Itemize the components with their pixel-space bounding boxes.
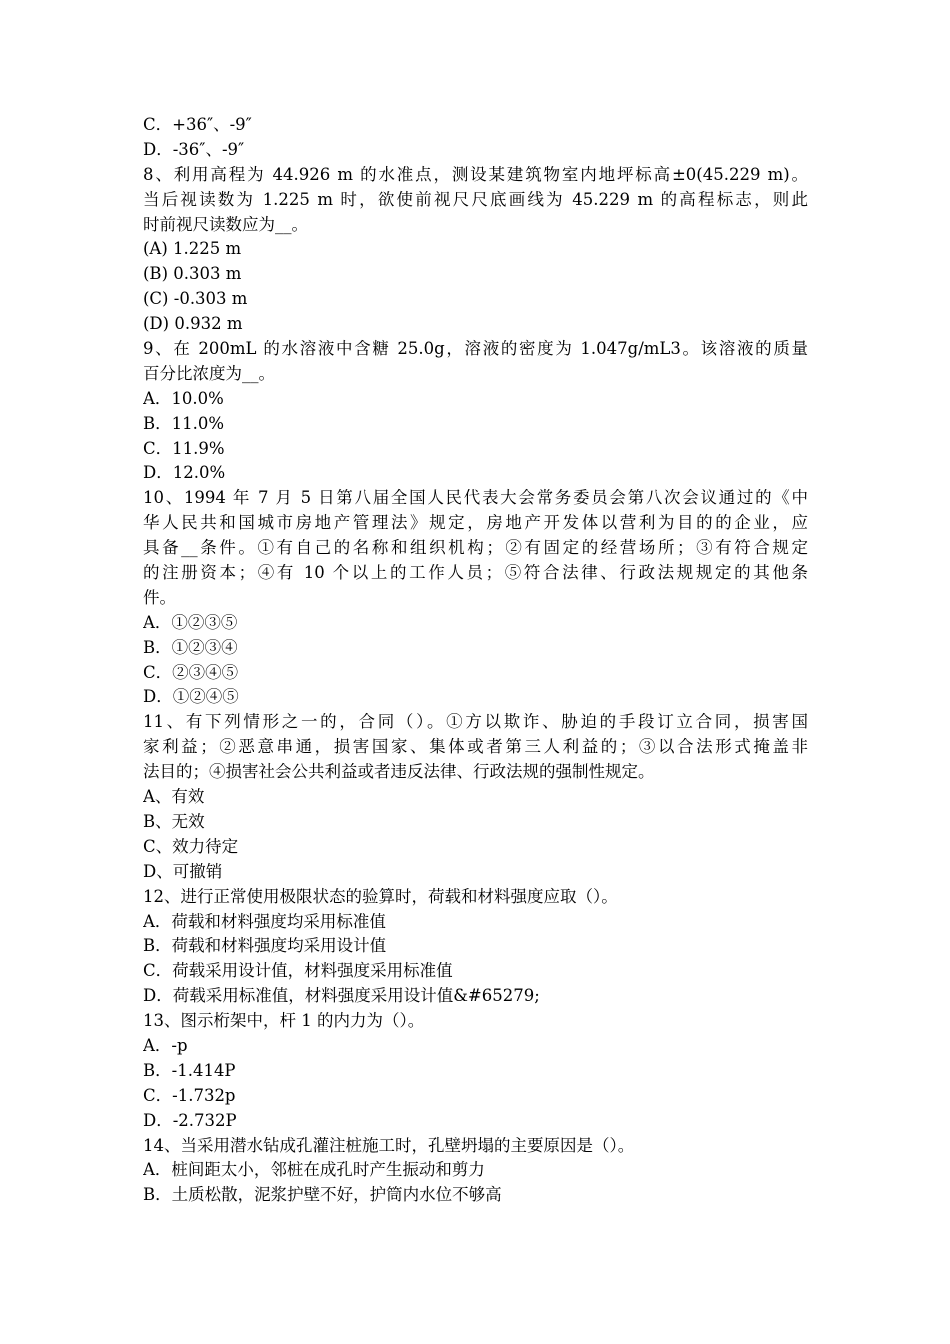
text-line: (B) 0.303 m [143, 264, 242, 284]
text-line: 13、图示桁架中，杆 1 的内力为（）。 [143, 1011, 425, 1031]
text-line: A．荷载和材料强度均采用标准值 [143, 911, 386, 931]
text-line: D．①②④⑤ [143, 687, 239, 707]
document-body [143, 113, 808, 1208]
text-line: 14、当采用潜水钻成孔灌注桩施工时，孔壁坍塌的主要原因是（）。 [143, 1135, 635, 1155]
text-line: B．①②③④ [143, 637, 238, 657]
text-line: 11、有下列情形之一的，合同（）。①方以欺诈、胁迫的手段订立合同，损害国 [143, 712, 808, 732]
text-line: (A) 1.225 m [143, 239, 242, 259]
text-line: 10、1994 年 7 月 5 日第八届全国人民代表大会常务委员会第八次会议通过的《中 [143, 488, 808, 508]
text-line: 时前视尺读数应为__。 [143, 214, 308, 234]
text-line: (D) 0.932 m [143, 314, 243, 334]
text-line: A．-p [143, 1035, 188, 1055]
text-line: C．荷载采用设计值，材料强度采用标准值 [143, 961, 453, 981]
text-line: 具备__条件。①有自己的名称和组织机构；②有固定的经营场所；③有符合规定 [143, 538, 808, 558]
text-line: A．10.0% [143, 388, 224, 408]
text-line: D．12.0% [143, 463, 226, 483]
text-line: B．-1.414P [143, 1060, 236, 1080]
text-line: C．11.9% [143, 438, 225, 458]
text-line: B．11.0% [143, 413, 225, 433]
text-line: A．①②③⑤ [143, 612, 238, 632]
text-line: 9、在 200mL 的水溶液中含糖 25.0g，溶液的密度为 1.047g/mL3。该溶液的质量 [143, 339, 808, 359]
text-line: D．-36″、-9″ [143, 139, 245, 159]
text-line: D．荷载采用标准值，材料强度采用设计值&#65279; [143, 986, 540, 1006]
text-line: 8、利用高程为 44.926 m 的水准点，测设某建筑物室内地坪标高±0(45.229 m)。 [143, 164, 808, 184]
text-line: A．桩间距太小，邻桩在成孔时产生振动和剪力 [143, 1160, 485, 1180]
text-line: B．土质松散，泥浆护壁不好，护筒内水位不够高 [143, 1185, 502, 1205]
text-line: C．+36″、-9″ [143, 115, 252, 134]
text-line: D、可撤销 [143, 861, 223, 881]
text-line: B．荷载和材料强度均采用设计值 [143, 936, 387, 956]
text-line: C．②③④⑤ [143, 662, 239, 682]
text-line: 百分比浓度为__。 [143, 363, 275, 383]
text-line: 12、进行正常使用极限状态的验算时，荷载和材料强度应取（）。 [143, 886, 618, 906]
text-line: 当后视读数为 1.225 m 时，欲使前视尺尺底画线为 45.229 m 的高程标志，则此 [143, 189, 808, 209]
text-line: C．-1.732p [143, 1085, 236, 1105]
text-line: C、效力待定 [143, 836, 239, 856]
text-line: 的注册资本；④有 10 个以上的工作人员；⑤符合法律、行政法规规定的其他条 [143, 563, 808, 583]
text-line: 华人民共和国城市房地产管理法》规定，房地产开发体以营利为目的的企业，应 [143, 513, 808, 533]
text-line: (C) -0.303 m [143, 289, 248, 309]
text-line: D．-2.732P [143, 1110, 237, 1130]
text-line: 法目的；④损害社会公共利益或者违反法律、行政法规的强制性规定。 [143, 762, 655, 782]
text-line: 家利益；②恶意串通，损害国家、集体或者第三人利益的；③以合法形式掩盖非 [143, 737, 808, 757]
text-line: B、无效 [143, 811, 205, 831]
text-line: 件。 [143, 587, 176, 607]
text-line: A、有效 [143, 787, 205, 807]
